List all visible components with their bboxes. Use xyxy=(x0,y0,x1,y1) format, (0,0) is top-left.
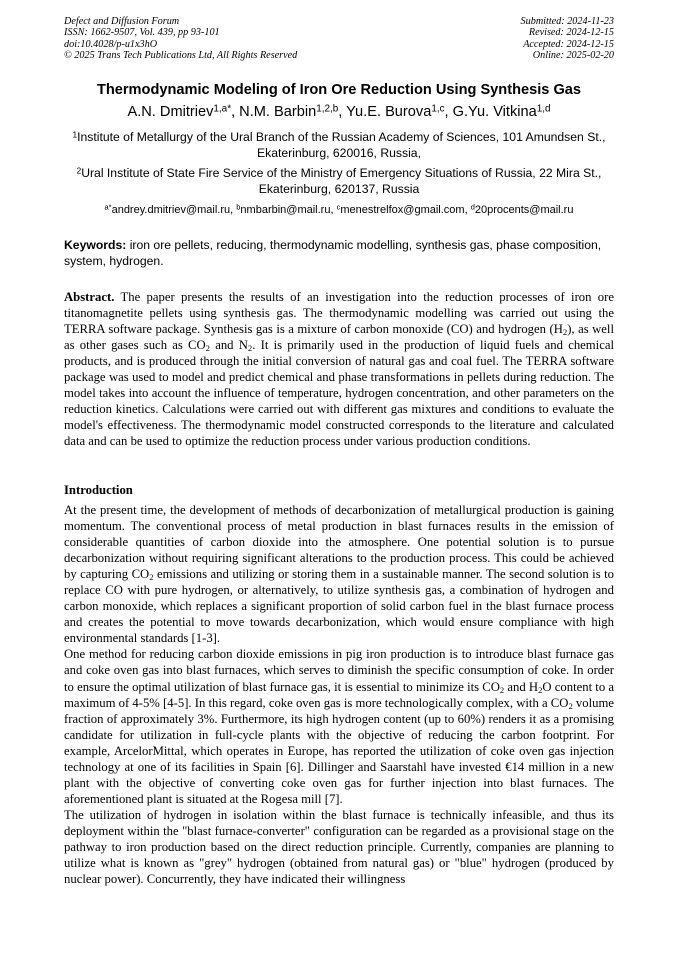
author-affiliation-mark: 1,d xyxy=(536,103,551,115)
journal-issn: ISSN: 1662-9507, Vol. 439, pp 93-101 xyxy=(64,27,220,39)
keywords-text: iron ore pellets, reducing, thermodynamic modelling, synthesis gas, phase composition, system, hydrogen. xyxy=(64,238,602,268)
email-mark: b xyxy=(236,202,241,212)
email-link[interactable]: 20procents@mail.ru xyxy=(474,204,574,216)
affiliation-2 xyxy=(64,165,614,197)
accepted-date: Accepted: 2024-12-15 xyxy=(523,38,614,50)
submitted-date: Submitted: 2024-11-23 xyxy=(520,16,614,27)
subscript: 2 xyxy=(568,700,573,711)
intro-paragraph-2 xyxy=(64,646,614,806)
subscript: 2 xyxy=(499,684,505,695)
keywords xyxy=(64,237,614,269)
paragraph-text: volume fraction of approximately 3%. Furthermore, its high hydrogen content (up to 60%) renders it as a promising candidate for utilization in full-cycle plants with the objective of reducing the carbon footprint. For example, ArcelorMittal, which operates in Europe, has reported the utilization of coke oven gas injection technology at one of its facilities in Spain [6]. Dillinger and Saarstahl have invested €14 million in a new plant with the objective of converting coke oven gas for further injection into blast furnaces. The aforementioned plant is situated at the Rogesa mill [7]. xyxy=(64,695,614,806)
revised-date: Revised: 2024-12-15 xyxy=(528,27,614,39)
author-name: G.Yu. Vitkina xyxy=(452,104,537,120)
subscript: 2 xyxy=(149,572,154,583)
abstract-text: and N xyxy=(209,338,248,353)
author-affiliation-mark: 1,2,b xyxy=(316,103,339,115)
author-list: A.N. Dmitriev$^{1,a*}$, N.M. Barbin$^{1,2,b}$, Yu.E. Burova$^{1,c}$, G.Yu. Vitkina$^{1,d}$ xyxy=(127,103,551,120)
paragraph-text: O content to a maximum of 4-5% [4-5]. In this regard, coke oven gas is more technologically complex, with a CO xyxy=(64,679,615,710)
email-list: $^{a*}$andrey.dmitriev@mail.ru, $^b$nmbarbin@mail.ru, $^c$menestrelfox@gmail.com, $^d$20procents@mail.ru xyxy=(104,202,574,216)
author-affiliation-mark: 1,c xyxy=(431,103,445,115)
email-mark: d xyxy=(470,202,475,212)
email-mark: a* xyxy=(104,202,112,212)
keywords-label: Keywords: xyxy=(64,238,127,252)
subscript: 2 xyxy=(247,343,253,354)
email-mark: c xyxy=(336,202,341,212)
abstract-label: Abstract. xyxy=(64,290,115,304)
paragraph-text: and H xyxy=(504,679,539,694)
journal-copyright: © 2025 Trans Tech Publications Ltd, All Rights Reserved xyxy=(64,50,298,62)
abstract-text: The paper presents the results of an investigation into the reduction processes of iron ore titanomagnetite pellets using synthesis gas. The thermodynamic modelling was carried out using the TERRA software package. Synthesis gas is a mixture of carbon monoxide (CO) and hydrogen (H xyxy=(64,290,614,337)
intro-paragraph-3: The utilization of hydrogen in isolation within the blast furnace is technically infeasible, and thus its deployment within the "blast furnace-converter" configuration can be regarded as a provisional stage on the pathway to iron production based on the direct reduction principle. Currently, companies are planning to utilize what is known as "grey" hydrogen (obtained from natural gas) or "blue" hydrogen (produced by nuclear power). Concurrently, they have indicated their willingness xyxy=(64,807,614,887)
subscript: 2 xyxy=(205,343,210,354)
paragraph-text: One method for reducing carbon dioxide emissions in pig iron production is to introduce blast furnace gas and coke oven gas into blast furnaces, which serves to diminish the specific consumption of coke. In order to ensure the optimal utilization of blast furnace gas, it is essential to minimize its CO xyxy=(64,647,614,694)
subscript: 2 xyxy=(562,327,568,338)
affiliation-mark: 1 xyxy=(72,129,78,140)
journal-doi[interactable]: doi:10.4028/p-u1x3hO xyxy=(64,38,158,50)
affiliation-text: Ural Institute of State Fire Service of the Ministry of Emergency Situations of Russia, 22 Mira St., Ekaterinburg, 620137, Russia xyxy=(81,166,602,196)
abstract xyxy=(64,289,614,449)
abstract-paragraph xyxy=(64,289,614,449)
subscript: 2 xyxy=(538,684,543,695)
paper-title: Thermodynamic Modeling of Iron Ore Reduction Using Synthesis Gas xyxy=(96,82,582,98)
affiliation-mark: 2 xyxy=(76,165,82,176)
email-link[interactable]: andrey.dmitriev@mail.ru xyxy=(111,204,231,216)
submission-dates xyxy=(521,16,614,62)
author-affiliation-mark: 1,a* xyxy=(213,103,232,115)
affiliation-1 xyxy=(64,129,614,161)
journal-info xyxy=(64,16,297,62)
author-name: A.N. Dmitriev xyxy=(127,104,214,120)
affiliation-text: Institute of Metallurgy of the Ural Branch of the Russian Academy of Sciences, 101 Amundsen St., Ekaterinburg, 620016, Russia, xyxy=(77,130,606,160)
abstract-text: ), as well as other gases such as CO xyxy=(64,322,614,353)
author-name: Yu.E. Burova xyxy=(346,104,432,120)
intro-paragraph-1 xyxy=(64,502,614,646)
journal-name: Defect and Diffusion Forum xyxy=(64,16,180,27)
email-link[interactable]: menestrelfox@gmail.com xyxy=(340,204,465,216)
paragraph-text: At the present time, the development of methods of decarbonization of metallurgical production is gaining momentum. The conventional process of metal production in blast furnaces results in the emission of considerable quantities of carbon dioxide into the atmosphere. One potential solution is to pursue decarbonization without requiring significant alterations to the production process. This could be achieved by capturing CO xyxy=(64,503,614,582)
paragraph-text: emissions and utilizing or storing them in a sustainable manner. The second solution is to replace CO with pure hydrogen, or alternatively, to utilize synthesis gas, a combination of hydrogen and carbon monoxide, which replaces a significant proportion of solid carbon fuel in the blast furnace process and creates the potential to move towards decarbonization, which would ensure compliance with high environmental standards [1-3]. xyxy=(64,567,614,646)
section-heading-introduction: Introduction xyxy=(64,483,133,497)
online-date: Online: 2025-02-20 xyxy=(532,50,614,62)
abstract-text: . It is primarily used in the production of liquid fuels and chemical products, and is produced through the initial conversion of natural gas and coal fuel. The TERRA software package was used to model and predict chemical and phase transformations in pellets during reduction. The model takes into account the influence of temperature, hydrogen concentration, and other parameters on the reduction kinetics. Calculations were carried out with different gas mixtures and conditions to evaluate the model's effectiveness. The thermodynamic model constructed corresponds to the literature and calculated data and can be used to optimize the reduction process under various production conditions. xyxy=(64,338,614,449)
introduction-body xyxy=(64,502,614,887)
author-name: N.M. Barbin xyxy=(239,104,317,120)
email-link[interactable]: nmbarbin@mail.ru xyxy=(240,204,331,216)
